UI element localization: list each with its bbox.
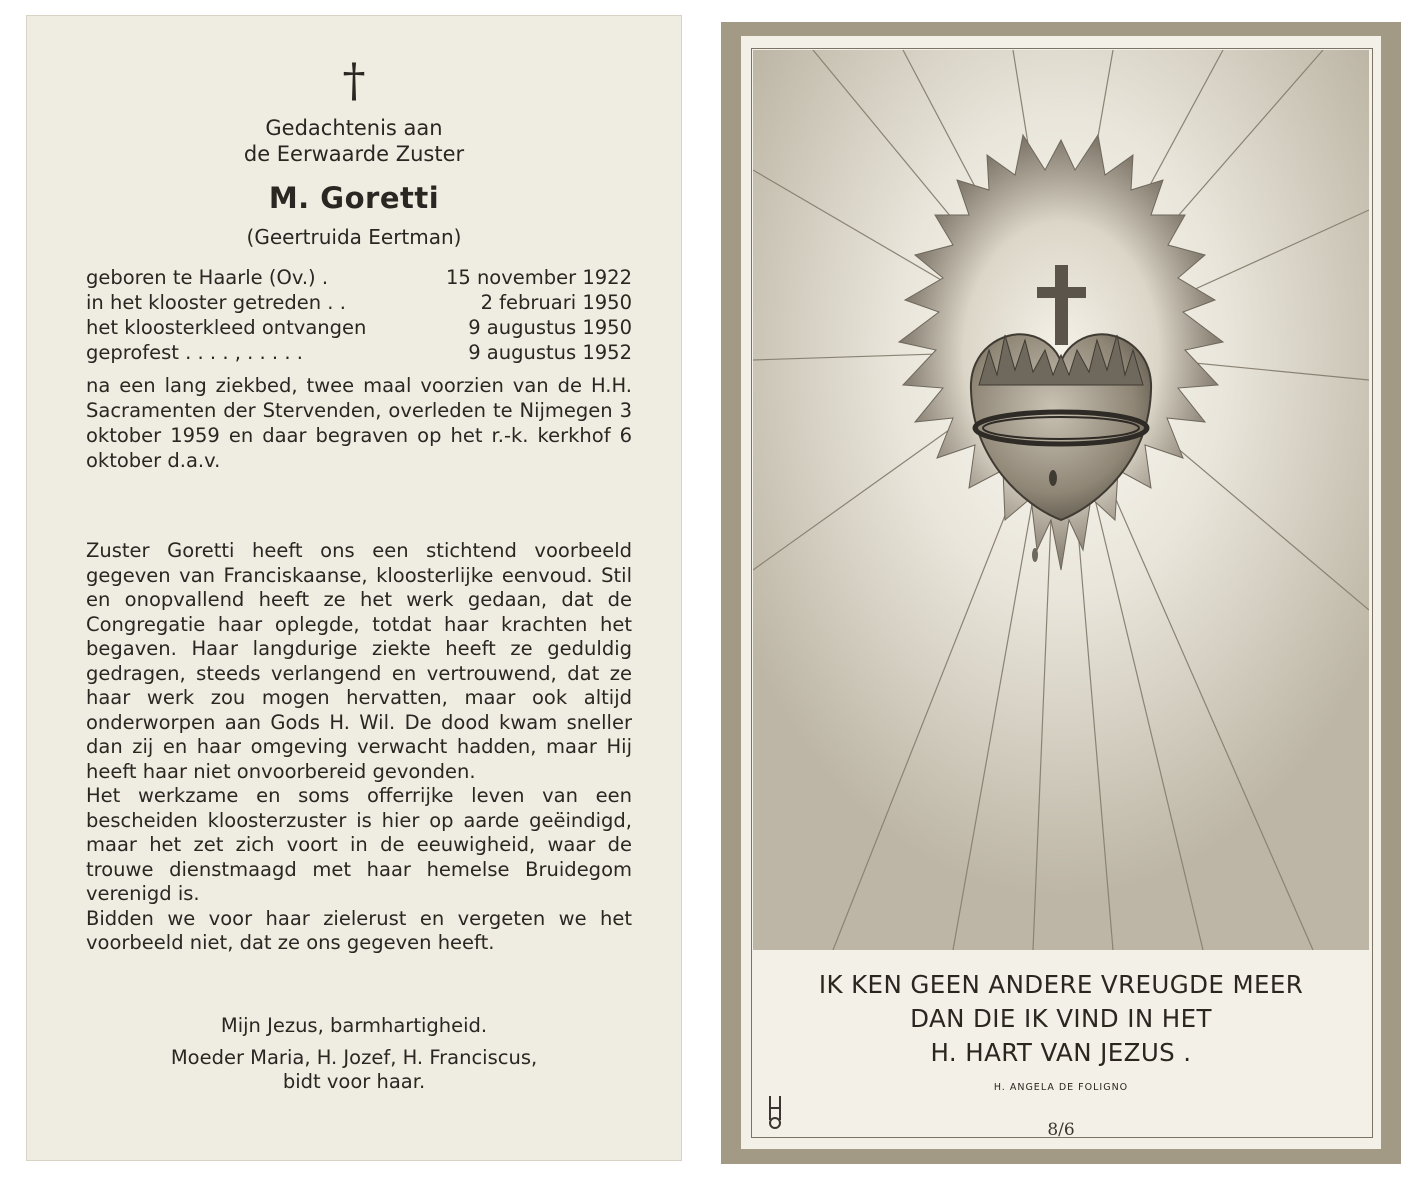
- date-value: 2 februari 1950: [480, 291, 632, 314]
- blood-drop: [1049, 470, 1057, 486]
- birth-name: (Geertruida Eertman): [246, 225, 462, 249]
- death-notice: na een lang ziekbed, twee maal voorzien van de H.H. Sacramenten der Stervenden, overleden te Nijmegen 3 oktober 1959 en daar begraven op het r.-k. kerkhof 6 oktober d.a.v.: [86, 374, 632, 472]
- prayer-line-2: bidt voor haar.: [282, 1070, 426, 1093]
- date-row: [86, 315, 632, 340]
- date-value: 9 augustus 1952: [468, 341, 632, 364]
- quote-attribution: H. ANGELA DE FOLIGNO: [993, 1082, 1129, 1093]
- sacred-heart-illustration: [753, 50, 1369, 950]
- prayer-line-1: Moeder Maria, H. Jozef, H. Franciscus,: [170, 1046, 538, 1069]
- cross-icon: †: [342, 53, 366, 107]
- tribute-paragraph: Het werkzame en soms offerrijke leven van een bescheiden kloosterzuster is hier op aarde geëindigd, maar het zet zich voort in de eeuwigheid, waar de trouwe dienstmaagd met haar hemelse Bruidegom verenigd is.: [86, 784, 632, 905]
- memorial-card-text-side: [26, 15, 682, 1161]
- closing-prayers: [26, 1013, 682, 1101]
- date-row: [86, 290, 632, 315]
- quote-line-3: H. HART VAN JEZUS .: [930, 1038, 1192, 1067]
- quote-line-2: DAN DIE IK VIND IN HET: [910, 1004, 1212, 1033]
- intro-line-1: Gedachtenis aan: [265, 116, 443, 140]
- prayer-line: Mijn Jezus, barmhartigheid.: [220, 1014, 488, 1037]
- life-dates: [86, 265, 632, 365]
- intro-line-2: de Eerwaarde Zuster: [243, 142, 465, 166]
- tribute-text: [86, 539, 632, 956]
- blood-drop: [1032, 548, 1038, 562]
- date-label: het kloosterkleed ontvangen: [86, 316, 367, 339]
- date-row: [86, 265, 632, 290]
- prayer-line: [26, 1046, 682, 1094]
- tribute-paragraph: Bidden we voor haar zielerust en vergeten we het voorbeeld niet, dat ze ons gegeven heeft.: [86, 906, 632, 954]
- memorial-card-image-side: [721, 22, 1401, 1164]
- card-paper: [741, 36, 1381, 1149]
- date-row: [86, 340, 632, 365]
- quote-text: [741, 968, 1381, 1070]
- tribute-paragraph: Zuster Goretti heeft ons een stichtend voorbeeld gegeven van Franciskaanse, kloosterlijke eenvoud. Stil en onopvallend heeft ze het werk gedaan, dat de Congregatie haar oplegde, totdat haar krachten het begaven. Haar langdurige ziekte heeft ze geduldig gedragen, steeds verlangend en vertrouwend, dat ze haar werk zou mogen hervatten, maar ook altijd onderworpen aan Gods H. Wil. De dood kwam sneller dan zij en haar omgeving verwacht hadden, maar Hij heeft haar niet onvoorbereid gevonden.: [86, 539, 632, 783]
- date-value: 15 november 1922: [445, 266, 632, 289]
- card-number: 8/6: [1047, 1120, 1075, 1140]
- date-label: geprofest . . . . , . . . . .: [86, 341, 303, 364]
- date-label: in het klooster getreden . .: [86, 291, 346, 314]
- intro-text: [26, 115, 682, 167]
- quote-line-1: IK KEN GEEN ANDERE VREUGDE MEER: [818, 970, 1304, 999]
- date-label: geboren te Haarle (Ov.) .: [86, 266, 329, 289]
- date-value: 9 augustus 1950: [468, 316, 632, 339]
- religious-name: M. Goretti: [268, 181, 440, 215]
